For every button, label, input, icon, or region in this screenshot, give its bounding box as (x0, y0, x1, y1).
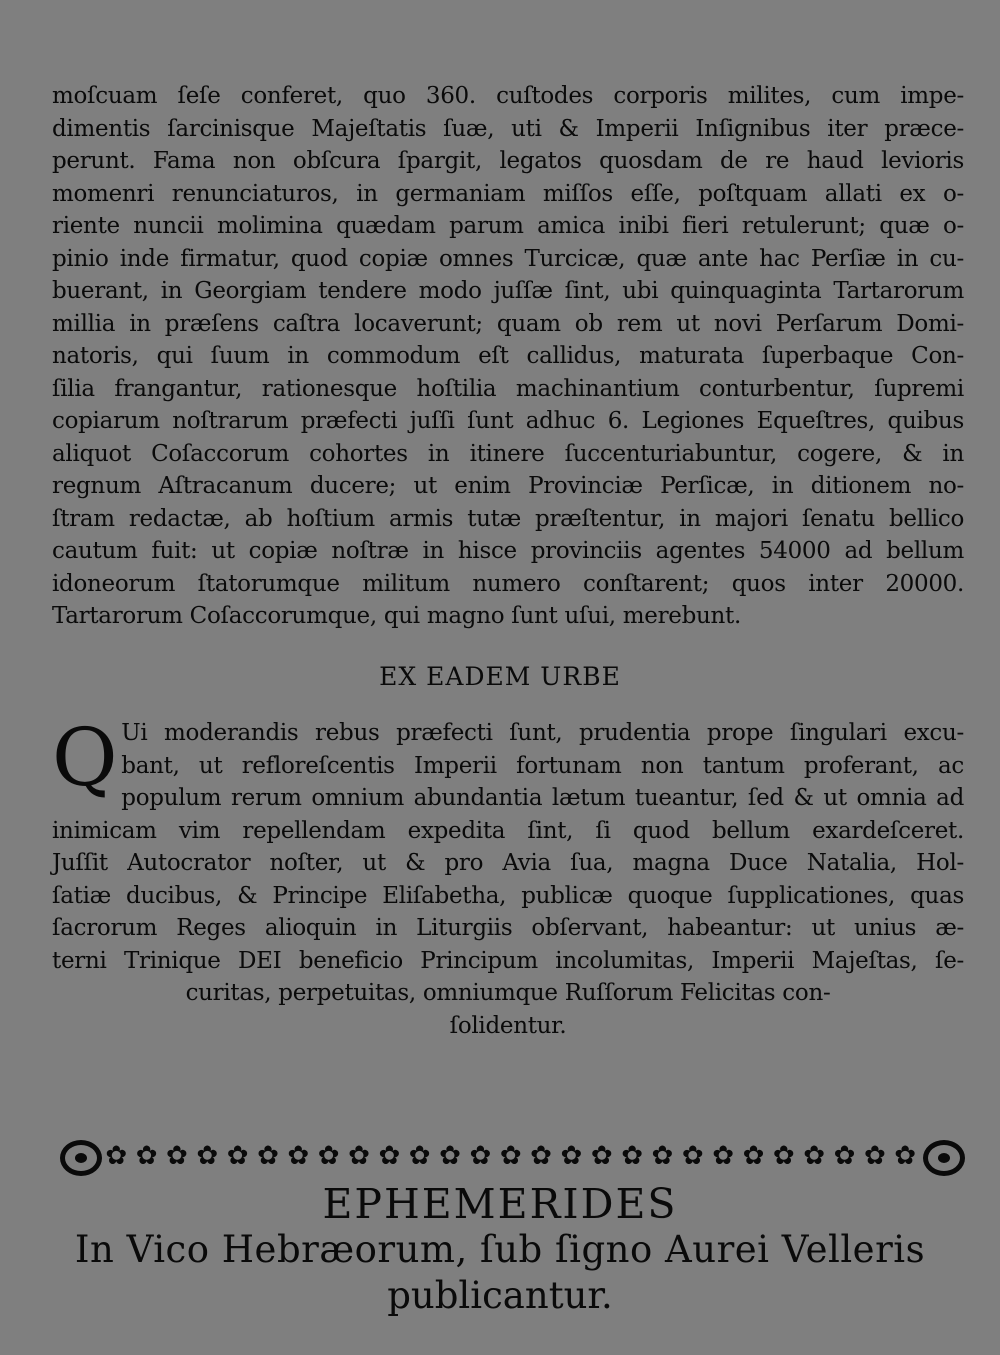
text-line: idoneorum ſtatorumque militum numero conſtarent; quos inter 20000. (52, 570, 964, 597)
fleuron-icon (528, 1145, 557, 1171)
fleuron-icon (741, 1145, 770, 1171)
text-line: ſolidentur. (449, 1012, 567, 1039)
fleuron-icon (680, 1145, 709, 1171)
text-line: Tartarorum Coſaccorumque, qui magno ſunt uſui, merebunt. (52, 603, 742, 629)
fleuron-icon (619, 1145, 648, 1171)
text-line: bant, ut refloreſcentis Imperii fortunam non tantum proferant, ac (121, 752, 964, 779)
fleuron-icon (407, 1145, 436, 1171)
fleuron-icon (801, 1145, 830, 1171)
text-line: aliquot Coſaccorum cohortes in itinere ſuccenturiabuntur, cogere, & in (52, 440, 964, 467)
fleuron-icon (862, 1145, 891, 1171)
fleuron-icon (103, 1145, 132, 1171)
fleuron-icon (771, 1145, 800, 1171)
drop-cap: Q (52, 711, 118, 804)
text-line: moſcuam ſeſe conferet, quo 360. cuſtodes corporis milites, cum impe- (52, 83, 964, 109)
fleuron-icon (437, 1145, 466, 1171)
text-line: cautum fuit: ut copiæ noſtræ in hisce provinciis agentes 54000 ad bellum (52, 538, 964, 564)
text-line: dimentis ſarcinisque Majeſtatis ſuæ, uti & Imperii Inſignibus iter præce- (52, 115, 964, 142)
footer-title: EPHEMERIDES (322, 1180, 678, 1228)
fleuron-icon (498, 1145, 527, 1171)
text-line: regnum Aſtracanum ducere; ut enim Provinciæ Perſicæ, in ditionem no- (52, 473, 964, 499)
fleuron-icon (892, 1145, 921, 1171)
text-line: ſilia frangantur, rationesque hoſtilia machinantium conturbentur, ſupremi (52, 375, 964, 402)
fleuron-icon (589, 1145, 618, 1171)
fleuron-icon (316, 1145, 345, 1171)
text-line: inimicam vim repellendam expedita ſint, ſi quod bellum exardeſceret. (52, 817, 964, 844)
text-line: populum rerum omnium abundantia lætum tueantur, ſed & ut omnia ad (121, 785, 964, 811)
fleuron-icon (134, 1145, 163, 1171)
text-line: riente nuncii molimina quædam parum amica inibi fieri retulerunt; quæ o- (52, 213, 964, 239)
paragraph-2 (52, 711, 964, 1042)
fleuron-icon (467, 1145, 496, 1171)
footer-imprint-line: publicantur. (387, 1274, 613, 1317)
text-line: natoris, qui ſuum in commodum eſt callidus, maturata ſuperbaque Con- (52, 343, 964, 369)
fleuron-icon (376, 1145, 405, 1171)
text-line: curitas, perpetuitas, omniumque Ruſſorum Felicitas con- (185, 980, 831, 1006)
fleuron-icon (255, 1145, 284, 1171)
fleuron-icon (194, 1145, 223, 1171)
text-line: pinio inde firmatur, quod copiæ omnes Turcicæ, quæ ante hac Perſiæ in cu- (52, 245, 964, 272)
section-heading: EX EADEM URBE (379, 662, 621, 691)
text-line: millia in præſens caſtra locaverunt; quam ob rem ut novi Perſarum Domi- (52, 310, 964, 337)
text-line: ſatiæ ducibus, & Principe Eliſabetha, publicæ quoque ſupplicationes, quas (52, 882, 964, 909)
ornament-end-icon (60, 1140, 102, 1176)
text-line: perunt. Fama non obſcura ſpargit, legatos quosdam de re haud levioris (52, 148, 964, 174)
fleuron-icon (650, 1145, 679, 1171)
footer-imprint-line: In Vico Hebræorum, ſub ſigno Aurei Velleris (74, 1228, 926, 1271)
fleuron-icon (346, 1145, 375, 1171)
fleuron-icon (710, 1145, 739, 1171)
text-line: buerant, in Georgiam tendere modo juſſæ ſint, ubi quinquaginta Tartarorum (52, 278, 964, 304)
text-line: Ui moderandis rebus præfecti ſunt, prudentia prope ſingulari excu- (121, 720, 964, 746)
fleuron-icon (164, 1145, 193, 1171)
text-line: ſtram redactæ, ab hoſtium armis tutæ præſtentur, in majori ſenatu bellico (52, 505, 964, 532)
fleuron-icon (832, 1145, 861, 1171)
text-line: copiarum noſtrarum præfecti juſſi ſunt adhuc 6. Legiones Equeſtres, quibus (52, 408, 964, 434)
fleuron-border-icon (60, 1135, 965, 1180)
fleuron-icon (559, 1145, 588, 1171)
text-line: Juſſit Autocrator noſter, ut & pro Avia ſua, magna Duce Natalia, Hol- (52, 850, 964, 876)
ornament-end-icon (923, 1140, 965, 1176)
fleuron-icon (225, 1145, 254, 1171)
fleuron-icon (285, 1145, 314, 1171)
paragraph-1 (52, 80, 964, 633)
text-line: ſacrorum Reges alioquin in Liturgiis obſervant, habeantur: ut unius æ- (52, 915, 964, 941)
text-line: terni Trinique DEI beneficio Principum incolumitas, Imperii Majeſtas, ſe- (52, 947, 964, 974)
text-line: momenri renunciaturos, in germaniam miſſos eſſe, poſtquam allati ex o- (52, 180, 964, 207)
